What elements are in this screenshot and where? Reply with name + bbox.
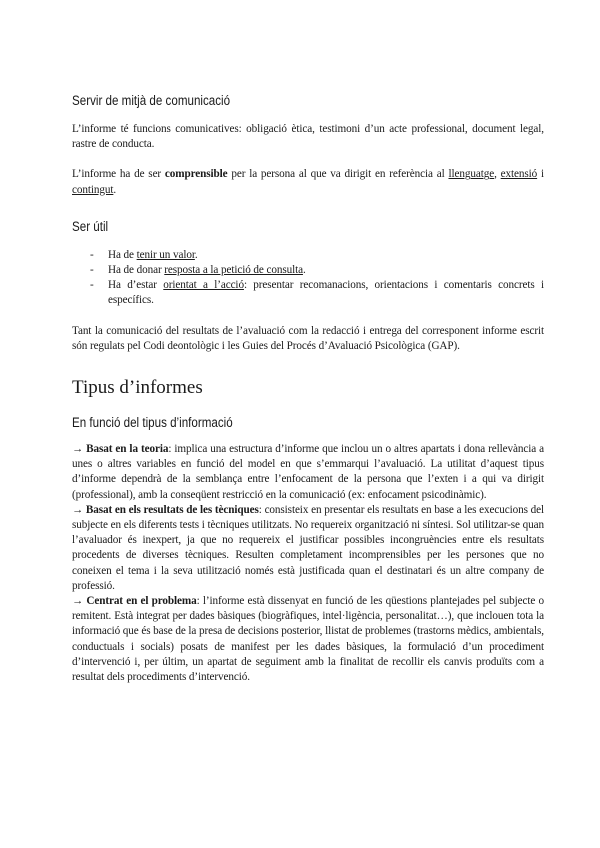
heading-en-funcio-tipus-informacio: En funció del tipus d’informació	[72, 415, 233, 431]
underline-contingut: contingut	[72, 183, 114, 196]
arrow-icon: →	[72, 443, 84, 456]
document-content	[72, 92, 544, 685]
list-item: - Ha de tenir un valor.	[72, 248, 544, 263]
underline-llenguatge: llenguatge	[448, 168, 495, 181]
arrow-icon: →	[72, 595, 84, 608]
bold-comprensible: comprensible	[164, 168, 228, 181]
heading-tipus-informes: Tipus d’informes	[72, 377, 203, 399]
list-item: - Ha d’estar orientat a l’acció: presentar recomanacions, orientacions i comentaris concrets i específics.	[72, 278, 544, 308]
entry-basat-teoria: → Basat en la teoria: implica una estructura d’informe que inclou un o altres apartats i dona rellevància a unes o altres variables en funció del model en que s’emmarqui l’avaluació. La utilitat d’aquest tipus d’informe dependrà de la semblança entre l’enfocament de la persona que l’exten i a qui va dirigit (professional), amb la conseqüent restricció en la comunicació (ex: enfocament psicodinàmic).	[72, 443, 544, 501]
paragraph-comprensible: L’informe ha de ser comprensible per la persona al que va dirigit en referència al llenguatge, extensió i contingut.	[72, 168, 544, 196]
list-item: - Ha de donar resposta a la petició de consulta.	[72, 263, 544, 278]
paragraph-codi-deontologic: Tant la comunicació del resultats de l’avaluació com la redacció i entrega del corresponent informe escrit són regulats pel Codi deontològic i les Guies del Procés d’Avaluació Psicològica (GAP).	[72, 324, 544, 352]
entry-basat-resultats: → Basat en els resultats de les tècniques: consisteix en presentar els resultats en base a les execucions del subjecte en els diferents tests i tècniques utilitzats. No requereix organització ni síntesi. Sol utilitzar-se quan l’avaluador és inexpert, ja que no requereix el justificar possibles incongruències entre els resultats procedents de diverses tècniques. Resulten completament incomprensibles per les persones que no coneixen el tema i la seva utilització només està justificada quan el destinatari és un altre company de professió.	[72, 503, 544, 592]
heading-servir-comunicacio: Servir de mitjà de comunicació	[72, 93, 231, 108]
underline-extensio: extensió	[500, 168, 538, 181]
list-ser-util	[72, 248, 544, 309]
arrow-icon: →	[72, 503, 84, 516]
entry-centrat-problema: → Centrat en el problema: l’informe està dissenyat en funció de les qüestions plantejades pel subjecte o remitent. Està integrat per dades bàsiques (biogràfiques, intel·ligència, personalitat…), que inclouen tota la informació que és base de la presa de decisions posterior, llistat de problemes (trastorns mèdics, ambientals, conductuals i socials) posats de manifest per les dades bàsiques, la formulació d’un procediment d’intervenció i, per últim, un apartat de seguiment amb la finalitat de recollir els canvis produïts com a resultat dels procediments d’intervenció.	[72, 595, 544, 684]
heading-ser-util: Ser útil	[72, 218, 109, 234]
paragraph-funcions-comunicatives: L’informe té funcions comunicatives: obligació ètica, testimoni d’un acte professional, document legal, rastre de conducta.	[72, 123, 544, 151]
